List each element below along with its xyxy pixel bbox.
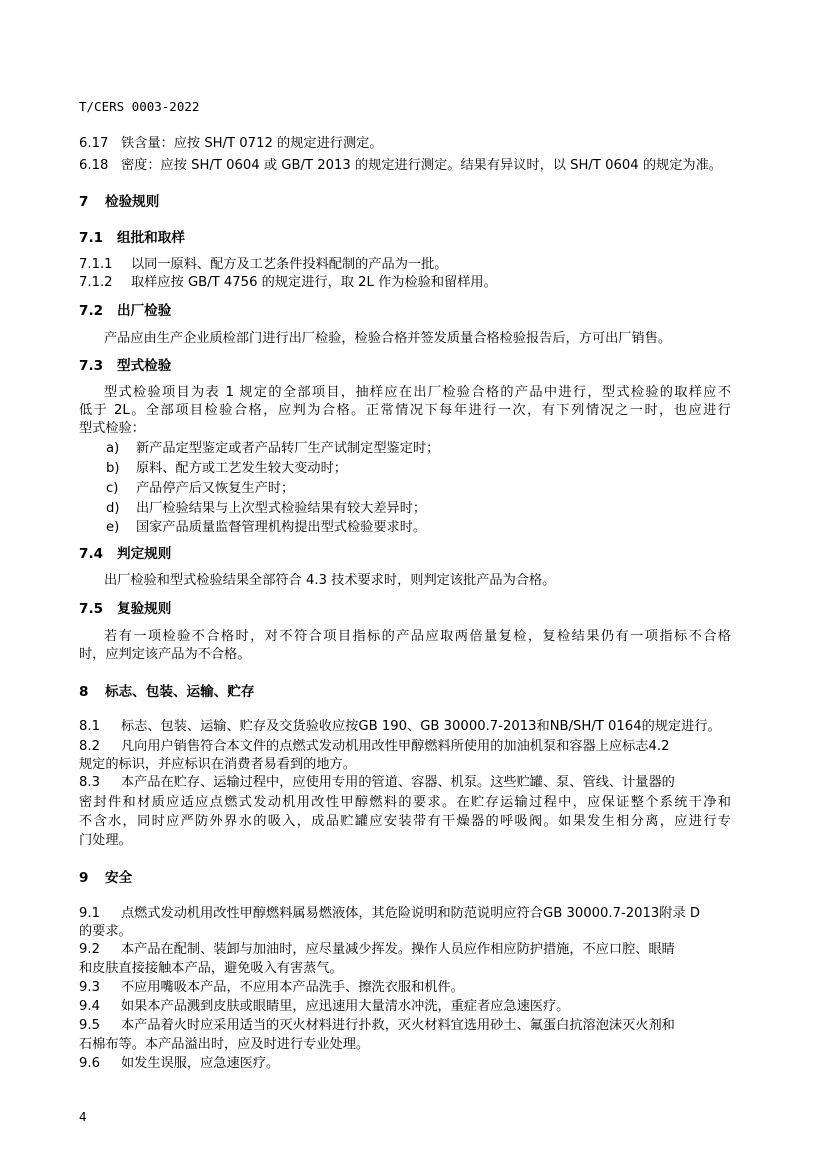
section-number: 9 <box>79 870 89 886</box>
clause-9-1 <box>79 905 700 923</box>
list-item <box>106 480 294 498</box>
paragraph-7-3-line: 型式检验项目为表 1 规定的全部项目，抽样应在出厂检验合格的产品中进行，型式检验的取样应不 <box>104 385 731 400</box>
list-item <box>106 440 439 458</box>
section-7-3-heading <box>79 357 171 375</box>
standard-code-header: T/CERS 0003-2022 <box>79 99 200 114</box>
paragraph-7-3-line: 低于 2L。全部项目检验合格，应判为合格。正常情况下每年进行一次，有下列情况之一时，也应进行 <box>79 403 731 418</box>
section-title: 检验规则 <box>105 194 160 210</box>
section-number: 7.2 <box>79 303 104 319</box>
clause-number: 9.2 <box>79 942 100 957</box>
clause-8-1 <box>79 718 721 736</box>
section-7-4-heading <box>79 545 171 563</box>
section-9-heading <box>79 869 132 887</box>
clause-number: 7.1.2 <box>79 275 113 290</box>
clause-7-1-2 <box>79 274 497 292</box>
clause-9-5-line: 石棉布等。本产品溢出时，应及时进行专业处理。 <box>79 1037 370 1052</box>
clause-9-2-line: 和皮肤直接接触本产品，避免吸入有害蒸气。 <box>79 961 343 976</box>
clause-text: 本产品在配制、装卸与加油时，应尽量减少挥发。操作人员应作相应防护措施，不应口腔、眼睛 <box>121 942 675 957</box>
page-number: 4 <box>79 1110 87 1124</box>
section-title: 组批和取样 <box>117 230 185 246</box>
section-number: 7 <box>79 194 89 210</box>
paragraph-7-2: 产品应由生产企业质检部门进行出厂检验，检验合格并签发质量合格检验报告后，方可出厂销售。 <box>104 331 672 346</box>
list-item <box>106 460 347 478</box>
list-text: 原料、配方或工艺发生较大变动时； <box>136 461 347 476</box>
clause-text: 不应用嘴吸本产品，不应用本产品洗手、擦洗衣服和机件。 <box>121 980 464 995</box>
clause-text: 取样应按 GB/T 4756 的规定进行，取 2L 作为检验和留样用。 <box>131 275 497 290</box>
clause-text: 如发生误服，应急速医疗。 <box>121 1056 280 1071</box>
list-text: 出厂检验结果与上次型式检验结果有较大差异时； <box>136 501 427 516</box>
section-title: 安全 <box>105 870 133 886</box>
clause-9-4 <box>79 998 569 1016</box>
section-number: 7.4 <box>79 546 104 562</box>
clause-text: 本产品着火时应采用适当的灭火材料进行扑救，灭火材料宜选用砂土、氟蛋白抗溶泡沫灭火剂和 <box>121 1018 675 1033</box>
section-7-1-heading <box>79 229 185 247</box>
section-7-2-heading <box>79 302 171 320</box>
section-title: 出厂检验 <box>117 303 172 319</box>
list-item <box>106 500 426 518</box>
clause-text: 本产品在贮存、运输过程中，应使用专用的管道、容器、机泵。这些贮罐、泵、管线、计量器的 <box>121 775 675 790</box>
section-title: 判定规则 <box>117 546 172 562</box>
clause-9-5 <box>79 1017 675 1035</box>
clause-text: 如果本产品溅到皮肤或眼睛里，应迅速用大量清水冲洗，重症者应急速医疗。 <box>121 999 570 1014</box>
paragraph-7-4: 出厂检验和型式检验结果全部符合 4.3 技术要求时，则判定该批产品为合格。 <box>104 573 556 588</box>
clause-number: 6.18 <box>79 158 109 173</box>
list-marker: c) <box>106 481 119 496</box>
list-item <box>106 519 426 537</box>
clause-number: 9.4 <box>79 999 100 1014</box>
clause-text: 密度：应按 SH/T 0604 或 GB/T 2013 的规定进行测定。结果有异议时，以 SH/T 0604 的规定为准。 <box>121 158 722 173</box>
clause-number: 8.3 <box>79 775 100 790</box>
section-number: 7.5 <box>79 601 104 617</box>
clause-number: 9.5 <box>79 1018 100 1033</box>
list-marker: e) <box>106 520 120 535</box>
clause-8-2 <box>79 738 669 756</box>
clause-8-3-line: 不含水，同时应严防外界水的吸入，成品贮罐应安装带有干燥器的呼吸阀。如果发生相分离，应进行专 <box>79 814 731 829</box>
section-number: 7.3 <box>79 358 104 374</box>
clause-9-3 <box>79 979 464 997</box>
clause-7-1-1 <box>79 256 448 274</box>
paragraph-7-3-line: 型式检验： <box>79 421 145 436</box>
list-marker: a) <box>106 441 120 456</box>
clause-number: 9.6 <box>79 1056 100 1071</box>
clause-number: 8.2 <box>79 739 100 754</box>
clause-8-3-line: 门处理。 <box>79 833 132 848</box>
list-text: 产品停产后又恢复生产时； <box>136 481 295 496</box>
clause-text: 铁含量：应按 SH/T 0712 的规定进行测定。 <box>121 136 383 151</box>
clause-number: 8.1 <box>79 719 100 734</box>
section-number: 8 <box>79 684 89 700</box>
section-number: 7.1 <box>79 230 104 246</box>
clause-9-1-line: 的要求。 <box>79 924 132 939</box>
section-7-5-heading <box>79 600 171 618</box>
clause-number: 9.1 <box>79 906 100 921</box>
list-marker: d) <box>106 501 120 516</box>
clause-number: 6.17 <box>79 136 109 151</box>
clause-9-6 <box>79 1055 279 1073</box>
section-8-heading <box>79 683 255 701</box>
list-text: 国家产品质量监督管理机构提出型式检验要求时。 <box>136 520 427 535</box>
section-7-heading <box>79 193 159 211</box>
clause-6-18 <box>79 157 722 175</box>
clause-text: 凡向用户销售符合本文件的点燃式发动机用改性甲醇燃料所使用的加油机泵和容器上应标志4.2 <box>121 739 670 754</box>
clause-8-3 <box>79 774 675 792</box>
clause-9-2 <box>79 941 675 959</box>
section-title: 复验规则 <box>117 601 172 617</box>
list-marker: b) <box>106 461 120 476</box>
clause-number: 9.3 <box>79 980 100 995</box>
list-text: 新产品定型鉴定或者产品转厂生产试制定型鉴定时； <box>136 441 440 456</box>
clause-text: 以同一原料、配方及工艺条件投料配制的产品为一批。 <box>131 257 448 272</box>
section-title: 标志、包装、运输、贮存 <box>105 684 255 700</box>
clause-text: 点燃式发动机用改性甲醇燃料属易燃液体，其危险说明和防范说明应符合GB 30000.7-2013附录 D <box>121 906 701 921</box>
paragraph-7-5-line: 若有一项检验不合格时，对不符合项目指标的产品应取两倍量复检，复检结果仍有一项指标不合格 <box>104 629 731 644</box>
clause-number: 7.1.1 <box>79 257 113 272</box>
clause-6-17 <box>79 135 383 153</box>
clause-text: 标志、包装、运输、贮存及交货验收应按GB 190、GB 30000.7-2013和NB/SH/T 0164的规定进行。 <box>121 719 721 734</box>
section-title: 型式检验 <box>117 358 172 374</box>
clause-8-3-line: 密封件和材质应适应点燃式发动机用改性甲醇燃料的要求。在贮存运输过程中，应保证整个系统干净和 <box>79 795 731 810</box>
paragraph-7-5-line: 时，应判定该产品为不合格。 <box>79 647 251 662</box>
clause-8-2-line: 规定的标识，并应标识在消费者易看到的地方。 <box>79 757 356 772</box>
